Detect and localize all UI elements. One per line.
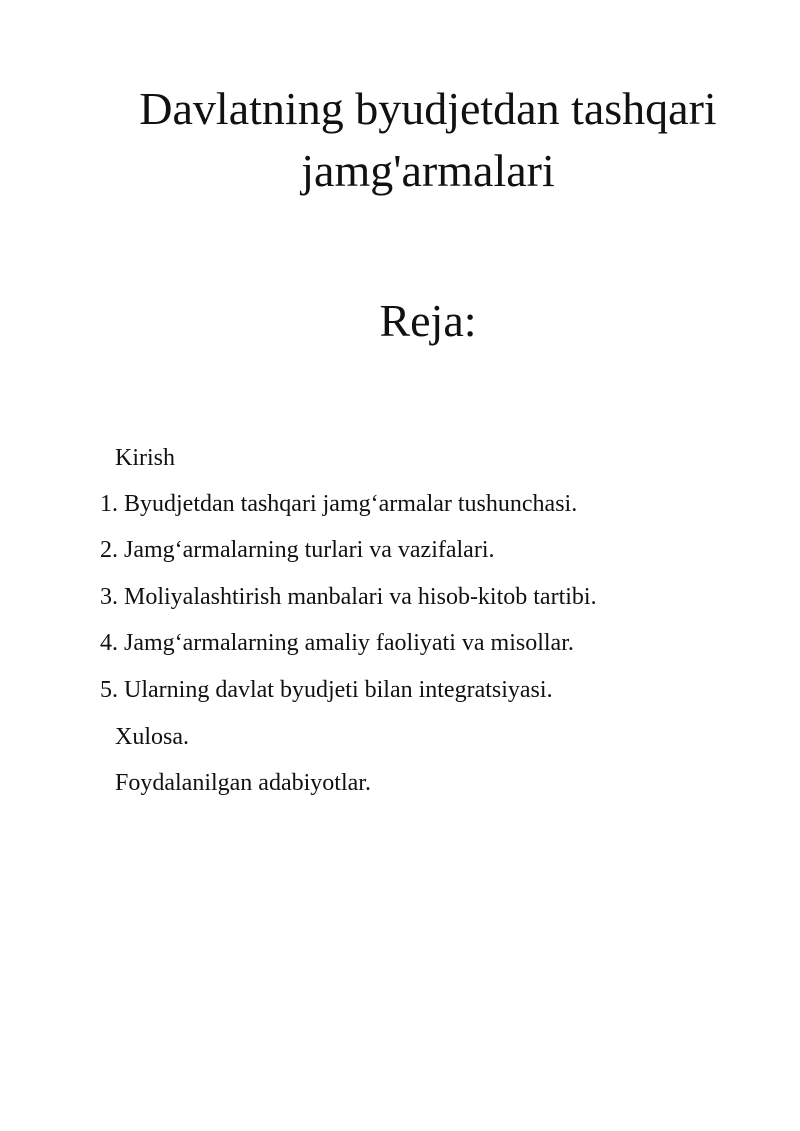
document-title <box>110 78 746 202</box>
plan-item-text: Jamg‘armalarning turlari va vazifalari. <box>124 537 495 563</box>
plan-item-number: 3. <box>100 584 118 610</box>
plan-item-text: Jamg‘armalarning amaliy faoliyati va misollar. <box>124 630 574 656</box>
plan-item-number: 4. <box>100 630 118 656</box>
plan-heading: Reja: <box>379 295 477 346</box>
plan-conclusion-text: Xulosa. <box>115 724 189 750</box>
title-line-2: jamg'armalari <box>301 145 555 196</box>
plan-item-number: 5. <box>100 677 118 703</box>
plan-item-number: 1. <box>100 491 118 517</box>
title-line-1: Davlatning byudjetdan tashqari <box>139 83 717 134</box>
plan-intro-text: Kirish <box>115 445 175 471</box>
plan-item-text: Byudjetdan tashqari jamg‘armalar tushunchasi. <box>124 491 578 517</box>
plan-item-text: Moliyalashtirish manbalari va hisob-kitob tartibi. <box>124 584 597 610</box>
plan-item-text: Ularning davlat byudjeti bilan integratsiyasi. <box>124 677 553 703</box>
plan-references-text: Foydalanilgan adabiyotlar. <box>115 770 371 796</box>
plan-item-number: 2. <box>100 537 118 563</box>
